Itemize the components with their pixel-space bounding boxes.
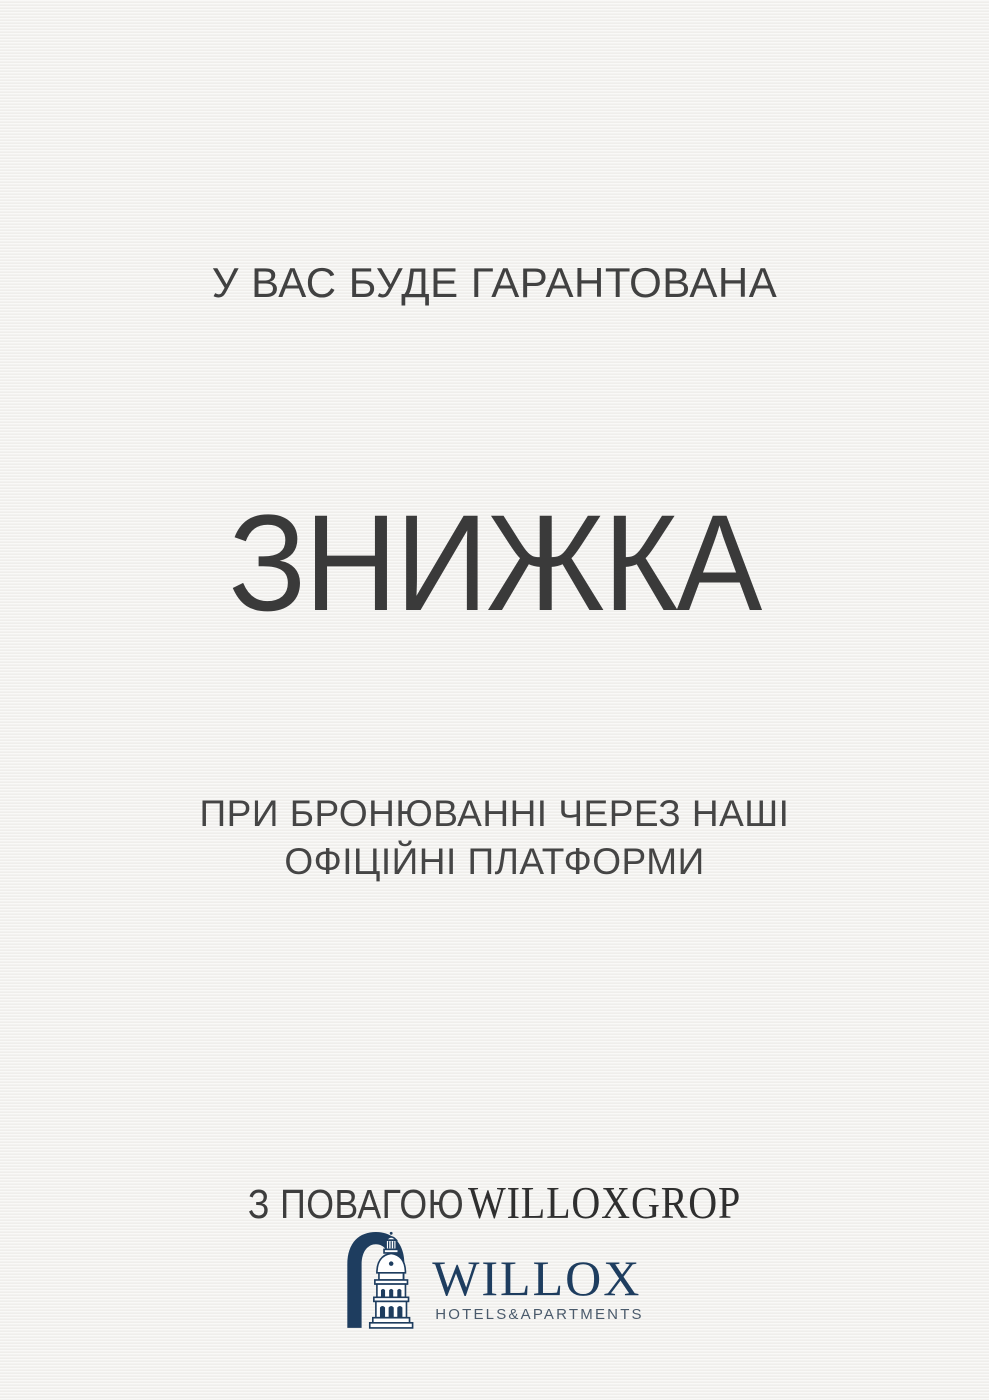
poster-subtitle <box>0 790 989 886</box>
signature-brand-text: WILLOXGROP <box>467 1177 742 1228</box>
logo-text-block <box>432 1230 644 1322</box>
willox-logo <box>0 1230 989 1332</box>
signature-closing-text: З ПОВАГОЮ <box>247 1181 465 1227</box>
arch-dome-building-icon <box>345 1230 419 1332</box>
poster-subtitle-line2: ОФІЦІЙНІ ПЛАТФОРМИ <box>284 841 705 883</box>
logo-tagline: HOTELS&APARTMENTS <box>435 1306 644 1323</box>
logo-wordmark: WILLOX <box>432 1250 642 1306</box>
poster-heading: У ВАС БУДЕ ГАРАНТОВАНА <box>211 259 778 306</box>
poster-title-discount: ЗНИЖКА <box>228 487 761 640</box>
poster-subtitle-line1: ПРИ БРОНЮВАННІ ЧЕРЕЗ НАШІ <box>199 793 790 834</box>
poster-signature <box>64 1177 924 1228</box>
